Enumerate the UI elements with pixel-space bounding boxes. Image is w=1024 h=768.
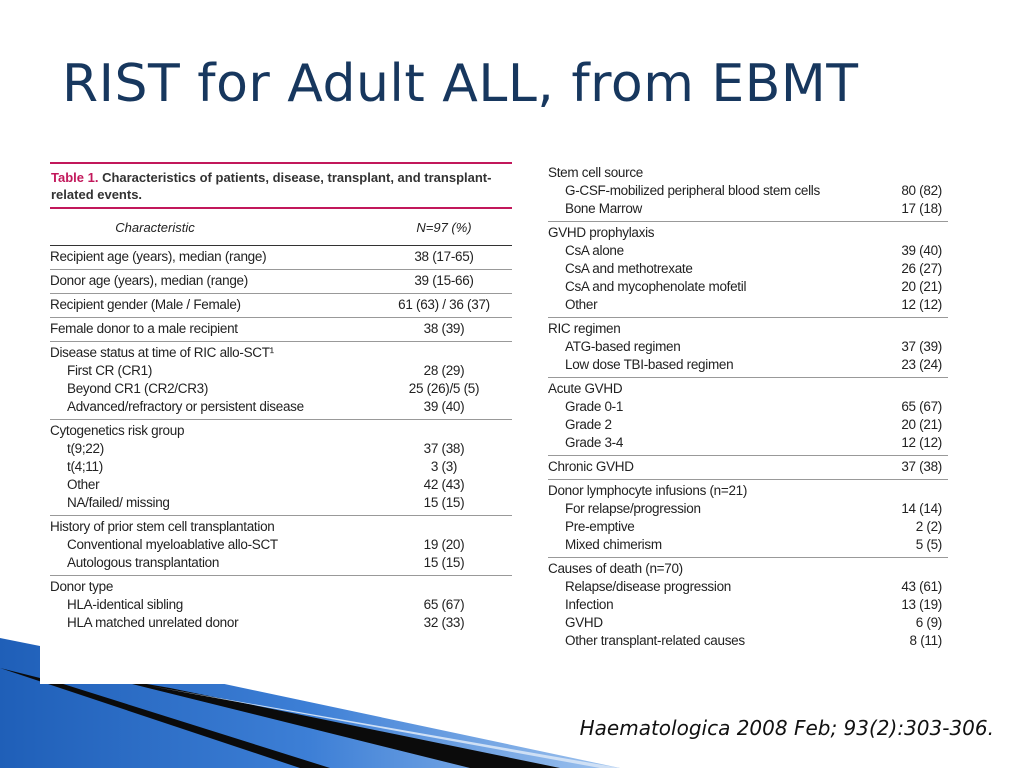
row-label: Cytogenetics risk group bbox=[50, 423, 185, 438]
table-row bbox=[548, 434, 948, 452]
row-value: 42 (43) bbox=[423, 477, 465, 492]
row-label: Recipient gender (Male / Female) bbox=[50, 297, 241, 312]
table-row bbox=[50, 554, 512, 572]
header-n: N=97 (%) bbox=[416, 219, 472, 235]
table-row-group bbox=[548, 318, 948, 378]
row-value: 37 (38) bbox=[423, 441, 465, 456]
table-row bbox=[50, 320, 512, 338]
table-row bbox=[548, 242, 948, 260]
row-label: t(4;11) bbox=[67, 459, 103, 474]
table-row bbox=[50, 440, 512, 458]
row-value: 32 (33) bbox=[423, 615, 465, 630]
table-row bbox=[548, 182, 948, 200]
row-value: 28 (29) bbox=[423, 363, 465, 378]
table-row bbox=[548, 518, 948, 536]
row-label: NA/failed/ missing bbox=[67, 495, 170, 510]
row-value: 2 (2) bbox=[915, 519, 942, 534]
table-row bbox=[548, 578, 948, 596]
row-label: Donor type bbox=[50, 579, 114, 594]
row-label: Recipient age (years), median (range) bbox=[50, 249, 267, 264]
row-label: Grade 3-4 bbox=[565, 435, 624, 450]
table-row bbox=[548, 164, 948, 182]
row-value: 39 (40) bbox=[423, 399, 465, 414]
table-row bbox=[50, 578, 512, 596]
row-value: 6 (9) bbox=[915, 615, 942, 630]
row-value: 8 (11) bbox=[909, 633, 942, 648]
row-value: 38 (17-65) bbox=[414, 249, 474, 264]
table-row bbox=[548, 536, 948, 554]
table-row bbox=[548, 296, 948, 314]
table-row-group bbox=[548, 480, 948, 558]
row-label: History of prior stem cell transplantation bbox=[50, 519, 275, 534]
row-value: 13 (19) bbox=[901, 597, 942, 612]
row-label: Causes of death (n=70) bbox=[548, 561, 683, 576]
row-value: 15 (15) bbox=[423, 555, 465, 570]
table-row bbox=[548, 416, 948, 434]
table-row bbox=[548, 320, 948, 338]
row-label: Other bbox=[67, 477, 100, 492]
table-row bbox=[548, 398, 948, 416]
table-row bbox=[50, 494, 512, 512]
table-row bbox=[50, 458, 512, 476]
row-label: Donor lymphocyte infusions (n=21) bbox=[548, 483, 748, 498]
row-value bbox=[376, 518, 512, 536]
row-label: GVHD prophylaxis bbox=[548, 225, 655, 240]
row-label: Pre-emptive bbox=[565, 519, 635, 534]
table-row bbox=[548, 458, 948, 476]
row-value: 43 (61) bbox=[901, 579, 942, 594]
table-row bbox=[548, 338, 948, 356]
row-value: 26 (27) bbox=[901, 261, 942, 276]
table-row bbox=[548, 260, 948, 278]
right-table-body bbox=[548, 162, 948, 653]
slide-title: RIST for Adult ALL, from EBMT bbox=[62, 54, 859, 114]
table-row-group bbox=[50, 294, 512, 318]
row-label: Advanced/refractory or persistent disease bbox=[67, 399, 304, 414]
table-row bbox=[50, 296, 512, 314]
row-value: 12 (12) bbox=[901, 435, 942, 450]
table-row bbox=[50, 422, 512, 440]
row-label: Other bbox=[565, 297, 598, 312]
table-row bbox=[548, 200, 948, 218]
table-row bbox=[50, 272, 512, 290]
row-label: Other transplant-related causes bbox=[565, 633, 745, 648]
row-value bbox=[376, 578, 512, 596]
table-row-group bbox=[50, 576, 512, 635]
row-label: RIC regimen bbox=[548, 321, 621, 336]
row-value: 12 (12) bbox=[901, 297, 942, 312]
table-row-group bbox=[50, 270, 512, 294]
row-label: ATG-based regimen bbox=[565, 339, 681, 354]
table-row bbox=[50, 344, 512, 362]
table-row bbox=[50, 380, 512, 398]
table-row-group bbox=[50, 318, 512, 342]
row-label: Acute GVHD bbox=[548, 381, 623, 396]
row-value: 37 (39) bbox=[901, 339, 942, 354]
table-row bbox=[50, 362, 512, 380]
row-label: Autologous transplantation bbox=[67, 555, 220, 570]
table-row bbox=[548, 632, 948, 650]
row-value: 25 (26)/5 (5) bbox=[408, 381, 480, 396]
row-value: 14 (14) bbox=[901, 501, 942, 516]
row-label: t(9;22) bbox=[67, 441, 104, 456]
table-caption-label: Table 1. bbox=[51, 170, 99, 185]
table-row-group bbox=[50, 420, 512, 516]
row-value: 20 (21) bbox=[901, 279, 942, 294]
table-row bbox=[50, 398, 512, 416]
row-label: G-CSF-mobilized peripheral blood stem cells bbox=[565, 183, 820, 198]
table-row-group bbox=[548, 378, 948, 456]
row-value: 80 (82) bbox=[901, 183, 942, 198]
row-label: HLA matched unrelated donor bbox=[67, 615, 239, 630]
row-label: Disease status at time of RIC allo-SCT¹ bbox=[50, 345, 274, 360]
table-row bbox=[548, 380, 948, 398]
table-row bbox=[548, 278, 948, 296]
table-header-row bbox=[50, 209, 512, 246]
table-row-group bbox=[50, 246, 512, 270]
row-value bbox=[842, 482, 948, 500]
row-value: 23 (24) bbox=[901, 357, 942, 372]
table-left-column bbox=[50, 162, 512, 635]
table-row-group bbox=[548, 558, 948, 653]
row-value bbox=[842, 164, 948, 182]
row-label: Low dose TBI-based regimen bbox=[565, 357, 734, 372]
row-label: Grade 0-1 bbox=[565, 399, 624, 414]
row-value bbox=[376, 422, 512, 440]
table-row bbox=[548, 482, 948, 500]
row-value: 20 (21) bbox=[901, 417, 942, 432]
row-label: Infection bbox=[565, 597, 614, 612]
row-label: Beyond CR1 (CR2/CR3) bbox=[67, 381, 209, 396]
table-row-group bbox=[548, 162, 948, 222]
table-row bbox=[548, 500, 948, 518]
table-row-group bbox=[50, 516, 512, 576]
row-value: 39 (15-66) bbox=[414, 273, 474, 288]
row-value: 61 (63) / 36 (37) bbox=[398, 297, 490, 312]
row-value: 19 (20) bbox=[423, 537, 465, 552]
row-value: 38 (39) bbox=[423, 321, 465, 336]
row-value bbox=[376, 344, 512, 362]
table-row-group bbox=[548, 222, 948, 318]
citation: Haematologica 2008 Feb; 93(2):303-306. bbox=[579, 716, 994, 740]
table-row bbox=[50, 536, 512, 554]
row-label: CsA alone bbox=[565, 243, 624, 258]
row-label: First CR (CR1) bbox=[67, 363, 153, 378]
row-label: HLA-identical sibling bbox=[67, 597, 184, 612]
row-value: 37 (38) bbox=[901, 459, 942, 474]
table-row bbox=[50, 476, 512, 494]
row-value: 65 (67) bbox=[423, 597, 465, 612]
row-label: CsA and mycophenolate mofetil bbox=[565, 279, 747, 294]
table-caption-text: Characteristics of patients, disease, transplant, and transplant-related events. bbox=[51, 170, 492, 202]
table-row bbox=[548, 614, 948, 632]
row-label: Donor age (years), median (range) bbox=[50, 273, 248, 288]
row-label: Grade 2 bbox=[565, 417, 612, 432]
table-row bbox=[548, 596, 948, 614]
row-value bbox=[842, 320, 948, 338]
row-label: Bone Marrow bbox=[565, 201, 642, 216]
row-value: 39 (40) bbox=[901, 243, 942, 258]
left-table-body bbox=[50, 246, 512, 635]
row-label: For relapse/progression bbox=[565, 501, 701, 516]
row-label: CsA and methotrexate bbox=[565, 261, 693, 276]
table-row bbox=[50, 596, 512, 614]
row-label: Female donor to a male recipient bbox=[50, 321, 238, 336]
row-value bbox=[842, 380, 948, 398]
table-caption bbox=[50, 164, 512, 207]
row-label: Stem cell source bbox=[548, 165, 643, 180]
row-label: Chronic GVHD bbox=[548, 459, 634, 474]
row-value bbox=[842, 560, 948, 578]
row-value: 3 (3) bbox=[430, 459, 458, 474]
table-row bbox=[50, 518, 512, 536]
row-value: 15 (15) bbox=[423, 495, 465, 510]
row-value: 17 (18) bbox=[901, 201, 942, 216]
table-row bbox=[548, 356, 948, 374]
table-row bbox=[548, 560, 948, 578]
table-row bbox=[548, 224, 948, 242]
row-label: Relapse/disease progression bbox=[565, 579, 732, 594]
row-label: Mixed chimerism bbox=[565, 537, 662, 552]
table-row-group bbox=[50, 342, 512, 420]
row-value: 65 (67) bbox=[901, 399, 942, 414]
row-label: Conventional myeloablative allo-SCT bbox=[67, 537, 278, 552]
table-right-column bbox=[548, 162, 948, 653]
table-row bbox=[50, 614, 512, 632]
row-label: GVHD bbox=[565, 615, 603, 630]
table-row-group bbox=[548, 456, 948, 480]
table-row bbox=[50, 248, 512, 266]
patient-characteristics-table bbox=[40, 162, 956, 684]
header-characteristic: Characteristic bbox=[115, 219, 195, 235]
row-value bbox=[842, 224, 948, 242]
row-value: 5 (5) bbox=[915, 537, 942, 552]
